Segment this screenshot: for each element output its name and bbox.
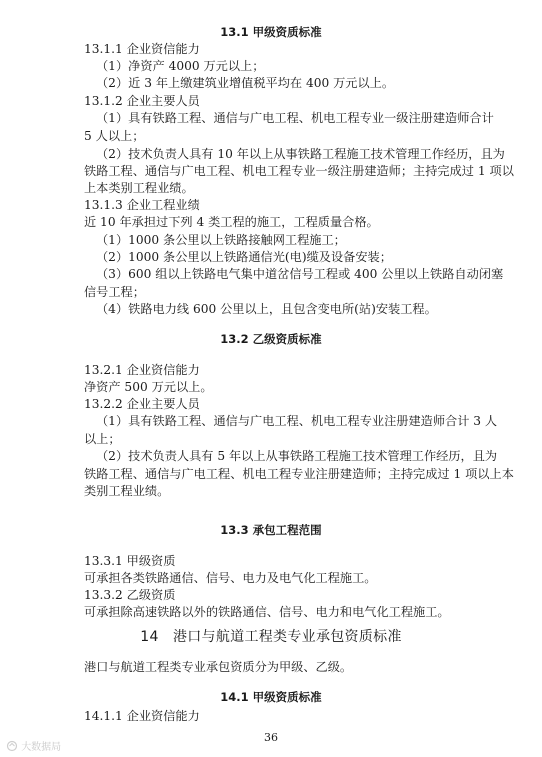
text-line: 港口与航道工程类专业承包资质分为甲级、乙级。 — [84, 660, 353, 674]
chapter-heading-14: 14 港口与航道工程类专业承包资质标准 — [140, 629, 402, 645]
text-line: 信号工程； — [84, 285, 145, 299]
watermark-logo — [6, 738, 61, 753]
section-heading-13-2: 13.2 乙级资质标准 — [220, 332, 322, 346]
text-line: （1）净资产 4000 万元以上； — [96, 59, 265, 73]
text-line: （3）600 组以上铁路电气集中道岔信号工程或 400 公里以上铁路自动闭塞 — [96, 267, 504, 281]
text-line: 5 人以上； — [84, 129, 145, 143]
text-line: 铁路工程、通信与广电工程、机电工程专业一级注册建造师；主持完成过 1 项以 — [84, 164, 514, 178]
watermark-icon — [6, 740, 18, 752]
text-line: 以上； — [84, 432, 121, 446]
text-line: （4）铁路电力线 600 公里以上，且包含变电所(站)安装工程。 — [96, 302, 437, 316]
watermark-text: 大数据局 — [21, 742, 62, 753]
page-number: 36 — [264, 731, 278, 744]
text-line: 近 10 年承担过下列 4 类工程的施工，工程质量合格。 — [84, 215, 379, 229]
subsection-13-2-1: 13.2.1 企业资信能力 — [84, 363, 200, 377]
text-line: （2）近 3 年上缴建筑业增值税平均在 400 万元以上。 — [96, 76, 395, 90]
subsection-13-3-1: 13.3.1 甲级资质 — [84, 554, 176, 568]
text-line: 净资产 500 万元以上。 — [84, 380, 213, 394]
subsection-13-3-2: 13.3.2 乙级资质 — [84, 588, 176, 602]
section-heading-13-3: 13.3 承包工程范围 — [220, 523, 322, 537]
text-line: （2）技术负责人具有 10 年以上从事铁路工程施工技术管理工作经历，且为 — [96, 147, 505, 161]
text-line: 可承担各类铁路通信、信号、电力及电气化工程施工。 — [84, 571, 377, 585]
text-line: 铁路工程、通信与广电工程、机电工程专业注册建造师；主持完成过 1 项以上本 — [84, 467, 514, 481]
subsection-13-1-1: 13.1.1 企业资信能力 — [84, 42, 200, 56]
section-heading-13-1: 13.1 甲级资质标准 — [220, 25, 322, 39]
text-line: （1）具有铁路工程、通信与广电工程、机电工程专业一级注册建造师合计 — [96, 111, 494, 125]
subsection-13-2-2: 13.2.2 企业主要人员 — [84, 397, 200, 411]
section-heading-14-1: 14.1 甲级资质标准 — [220, 690, 322, 704]
text-line: （2）技术负责人具有 5 年以上从事铁路工程施工技术管理工作经历，且为 — [96, 449, 498, 463]
text-line: 可承担除高速铁路以外的铁路通信、信号、电力和电气化工程施工。 — [84, 605, 450, 619]
text-line: （2）1000 条公里以上铁路通信光(电)缆及设备安装； — [96, 250, 392, 264]
text-line: （1）1000 条公里以上铁路接触网工程施工； — [96, 233, 346, 247]
subsection-14-1-1: 14.1.1 企业资信能力 — [84, 709, 200, 723]
text-line: 类别工程业绩。 — [84, 484, 170, 498]
text-line: 上本类别工程业绩。 — [84, 181, 194, 195]
subsection-13-1-3: 13.1.3 企业工程业绩 — [84, 198, 200, 212]
subsection-13-1-2: 13.1.2 企业主要人员 — [84, 94, 200, 108]
text-line: （1）具有铁路工程、通信与广电工程、机电工程专业注册建造师合计 3 人 — [96, 414, 498, 428]
